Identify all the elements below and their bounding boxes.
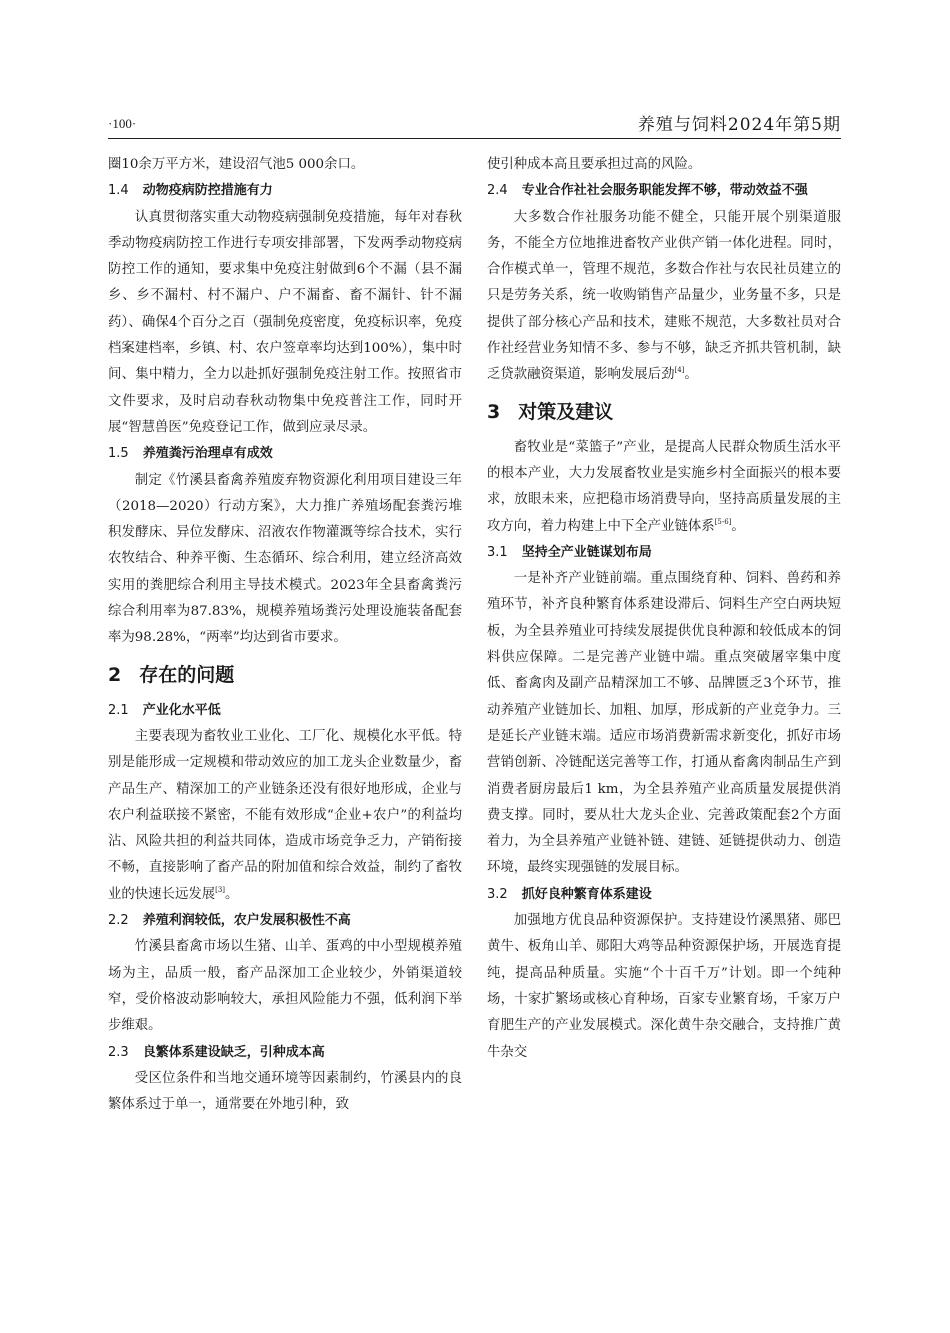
section-3-paragraph — [487, 435, 841, 540]
page-number: ·100· — [108, 116, 137, 131]
paragraph-text: 大多数合作社服务功能不健全，只能开展个别渠道服务，不能全方位地推进畜牧产业供产销一体化进程。同时，合作模式单一，管理不规范，多数合作社与农民社员建立的只是劳务关系，统一收购销售产品量少，业务量不多，只是提供了部分核心产品和技术，建账不规范，大多数社员对合作社经营业务知情不多、参与不够，缺乏齐抓共管机制，缺乏贷款融资渠道，影响发展后劲 — [487, 209, 841, 383]
continued-paragraph: 使引种成本高且要承担过高的风险。 — [487, 157, 702, 172]
paragraph-text: 主要表现为畜牧业工业化、工厂化、规模化水平低。特别是能形成一定规模和带动效应的加工龙头企业数量少，畜产品生产、精深加工的产业链条还没有很好地形成，企业与农户利益联接不紧密，不能有效形成“企业+农户”的利益均沾、风险共担的利益共同体，造成市场竞争乏力，产销衔接不畅，直接影响了畜产品的附加值和综合效益，制约了畜牧业的快速长远发展 — [108, 728, 462, 902]
section-3-1-paragraph: 一是补齐产业链前端。重点围绕育种、饲料、兽药和养殖环节，补齐良种繁育体系建设滞后、饲料生产空白两块短板，为全县养殖业可持续发展提供优良种源和较低成本的饲料供应保障。二是完善产业链中端。重点突破屠宰集中度低、畜禽肉及副产品精深加工不够、品牌匮乏3个环节，推动养殖产业链加长、加粗、加厚，形成新的产业竞争力。三是延长产业链末端。适应市场消费新需求新变化，抓好市场营销创新、冷链配送完善等工作，打通从畜禽肉制品生产到消费者厨房最后1 km，为全县养殖产业高质量发展提供消费支撑。同时，要从壮大龙头企业、完善政策配套2个方面着力，为全县养殖产业链补链、建链、延链提供动力、创造环境，最终实现强链的发展目标。 — [487, 571, 841, 876]
section-number: 3 — [487, 400, 501, 423]
paragraph-end: 。 — [731, 518, 745, 534]
journal-title: 养殖与饲料2024年第5期 — [637, 115, 841, 135]
section-title: 对策及建议 — [518, 400, 614, 423]
section-number: 2.2 — [108, 913, 129, 929]
section-title: 动物疫病防控措施有力 — [142, 183, 273, 199]
section-3-2-paragraph: 加强地方优良品种资源保护。支持建设竹溪黑猪、郧巴黄牛、板角山羊、郧阳大鸡等品种资源保护场，开展选育提纯，提高品种质量。实施“个十百千万”计划。即一个纯种场，十家扩繁场或核心育种场，百家专业繁育场，千家万户育肥生产的产业发展模式。深化黄牛杂交融合，支持推广黄牛杂交 — [487, 913, 841, 1060]
section-2-heading — [108, 662, 462, 688]
citation: [4] — [674, 366, 685, 375]
continued-paragraph: 圈10余万平方米，建设沼气池5 000余口。 — [108, 157, 365, 172]
paragraph-end: 。 — [225, 886, 239, 902]
section-title: 良繁体系建设缺乏，引种成本高 — [142, 1044, 325, 1060]
section-3-2-heading — [487, 882, 841, 908]
citation: [5-6] — [714, 517, 732, 526]
section-3-1-heading — [487, 540, 841, 566]
left-column — [108, 152, 462, 1118]
section-2-3-heading — [108, 1040, 462, 1066]
section-number: 3.1 — [487, 544, 508, 560]
section-title: 坚持全产业链谋划布局 — [521, 544, 652, 560]
section-number: 2.3 — [108, 1044, 129, 1060]
citation: [3] — [215, 885, 226, 894]
section-title: 专业合作社社会服务职能发挥不够，带动效益不强 — [521, 183, 808, 199]
section-number: 2.4 — [487, 183, 508, 199]
section-1-5-paragraph: 制定《竹溪县畜禽养殖废弃物资源化利用项目建设三年（2018—2020）行动方案》，大力推广养殖场配套粪污堆积发酵床、异位发酵床、沼液农作物灌溉等综合技术，实行农牧结合、种养平衡、生态循环、综合利用，建立经济高效实用的粪肥综合利用主导技术模式。2023年全县畜禽粪污综合利用率为87.83%，规模养殖场粪污处理设施装备配套率为98.28%，“两率”均达到省市要求。 — [108, 472, 462, 646]
section-1-4-heading — [108, 178, 462, 204]
section-title: 养殖利润较低，农户发展积极性不高 — [142, 913, 351, 929]
section-title: 产业化水平低 — [142, 702, 221, 718]
section-number: 1.4 — [108, 183, 129, 199]
section-number: 1.5 — [108, 446, 129, 462]
section-title: 养殖粪污治理卓有成效 — [142, 446, 273, 462]
section-2-2-heading — [108, 908, 462, 934]
section-2-3-paragraph: 受区位条件和当地交通环境等因素制约，竹溪县内的良繁体系过于单一，通常要在外地引种，致 — [108, 1070, 462, 1113]
section-title: 存在的问题 — [139, 663, 235, 686]
paragraph-end: 。 — [684, 367, 698, 383]
section-2-1-paragraph — [108, 724, 462, 908]
section-2-2-paragraph: 竹溪县畜禽市场以生猪、山羊、蛋鸡的中小型规模养殖场为主，品质一般，畜产品深加工企业较少，外销渠道较窄，受价格波动影响较大，承担风险能力不强，低利润下举步维艰。 — [108, 939, 462, 1034]
paragraph-text: 畜牧业是“菜篮子”产业，是提高人民群众物质生活水平的根本产业，大力发展畜牧业是实施乡村全面振兴的根本要求，放眼未来，应把稳市场消费导向，坚持高质量发展的主攻方向，着力构建上中下全产业链体系 — [487, 439, 841, 534]
section-title: 抓好良种繁育体系建设 — [521, 886, 652, 902]
section-number: 3.2 — [487, 886, 508, 902]
right-column — [487, 152, 841, 1066]
section-number: 2.1 — [108, 702, 129, 718]
section-2-1-heading — [108, 698, 462, 724]
section-1-4-paragraph: 认真贯彻落实重大动物疫病强制免疫措施，每年对春秋季动物疫病防控工作进行专项安排部署，下发两季动物疫病防控工作的通知，要求集中免疫注射做到6个不漏（县不漏乡、乡不漏村、村不漏户、户不漏畜、畜不漏针、针不漏药）、确保4个百分之百（强制免疫密度，免疫标识率，免疫档案建档率，乡镇、村、农户签章率均达到100%），集中时间、集中精力，全力以赴抓好强制免疫注射工作。按照省市文件要求，及时启动春秋动物集中免疫普注工作，同时开展“智慧兽医”免疫登记工作，做到应录尽录。 — [108, 209, 462, 435]
section-number: 2 — [108, 663, 122, 686]
page-header — [108, 108, 841, 139]
section-1-5-heading — [108, 441, 462, 467]
section-3-heading — [487, 399, 841, 425]
section-2-4-paragraph — [487, 205, 841, 389]
section-2-4-heading — [487, 178, 841, 204]
